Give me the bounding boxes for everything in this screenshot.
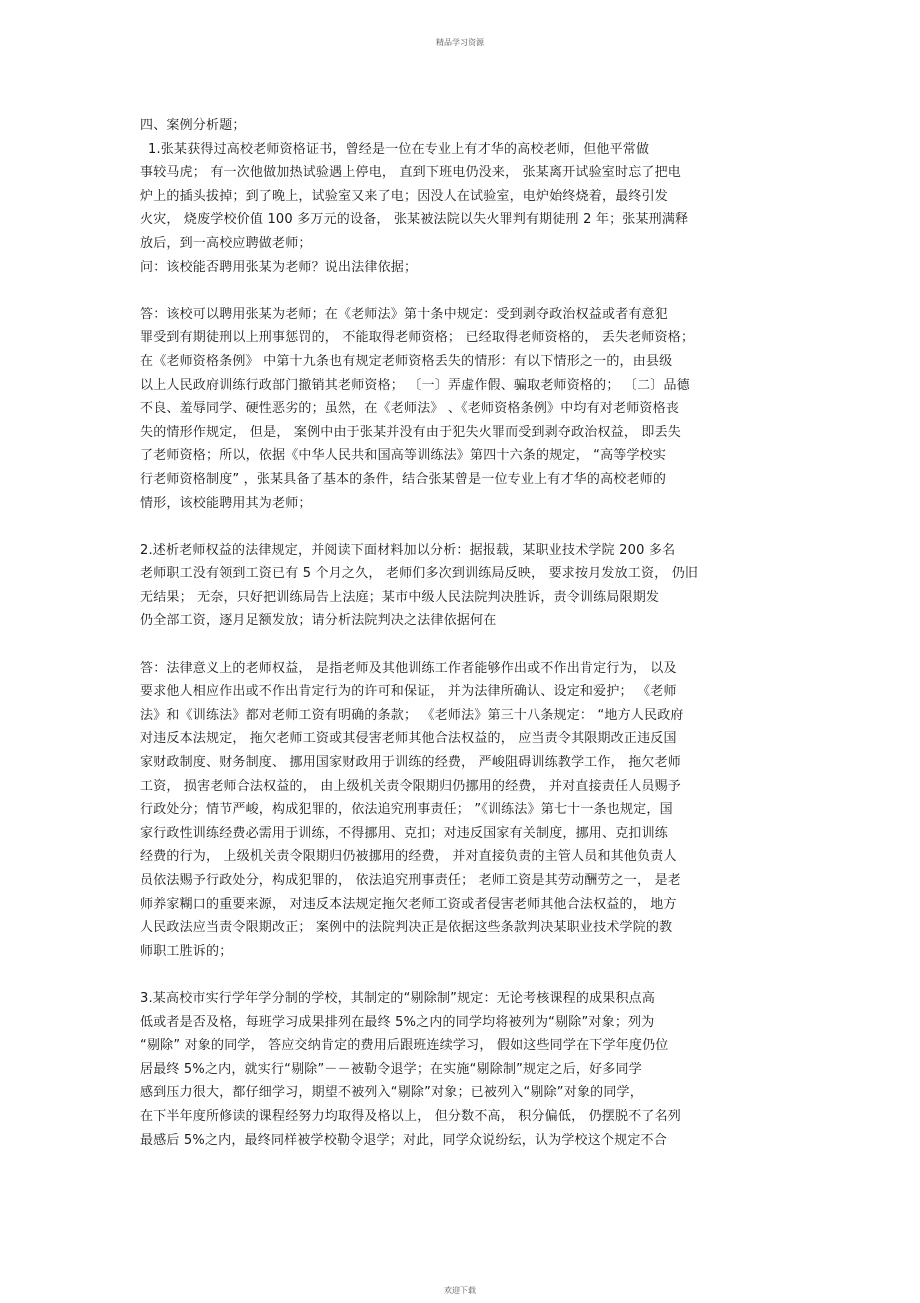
q1-answer-line: 了老师资格；所以，依据《中华人民共和国高等训练法》第四十六条的规定， “高等学校实 [140,448,667,464]
spacer [140,279,780,303]
q1-line: 炉上的插头拔掉；到了晚上，试验室又来了电；因没人在试验室，电炉始终烧着，最终引发 [140,188,669,204]
q3-line: 3.某高校市实行学年学分制的学校，其制定的“剔除制”规定：无论考核课程的成果积点高 [140,990,656,1006]
spacer [140,633,780,657]
q2-answer-line: 师养家糊口的重要来源， 对违反本法规定拖欠老师工资或者侵害老师其他合法权益的， 地方 [140,896,677,912]
q2-answer-line: 师职工胜诉的； [140,943,233,959]
q1-answer-line: 情形，该校能聘用其为老师； [140,495,312,511]
q2-answer-line: 家财政制度、财务制度、 挪用国家财政用于训练的经费， 严峻阻碍训练教学工作， 拖欠老师 [140,755,681,771]
q1-line: 事较马虎； 有一次他做加热试验遇上停电， 直到下班电仍没来， 张某离开试验室时忘了把电 [140,165,681,181]
q3-line: “剔除” 对象的同学， 答应交纳肯定的费用后跟班连续学习， 假如这些同学在下学年度仍位 [140,1038,669,1054]
page-footer: 欢迎下载 [444,1286,476,1295]
section-title: 四、案例分析题； [140,118,246,133]
document-body [140,114,780,1152]
q1-question: 问：该校能否聘用张某为老师？说出法律依据； [140,259,418,275]
q1-line: 放后，到一高校应聘做老师； [140,235,312,251]
q1-answer-line: 以上人民政府训练行政部门撤销其老师资格； 〔一〕弄虚作假、骗取老师资格的； 〔二〕品德 [140,377,690,393]
q3-line: 最感后 5%之内，最终同样被学校勒令退学；对此，同学众说纷纭，认为学校这个规定不合 [140,1132,667,1148]
q3-line: 在下半年度所修读的课程经努力均取得及格以上， 但分数不高， 积分偏低， 仍摆脱不了名列 [140,1108,681,1124]
q2-answer-line: 要求他人相应作出或不作出肯定行为的许可和保证， 并为法律所确认、设定和爱护； 《老师 [140,684,677,700]
q1-answer-line: 在《老师资格条例》 中第十九条也有规定老师资格丢失的情形：有以下情形之一的，由县级 [140,353,673,369]
q2-answer-line: 家行政性训练经费必需用于训练，不得挪用、克扣；对违反国家有关制度，挪用、克扣训练 [140,825,669,841]
spacer [140,963,780,987]
q2-line: 2.述析老师权益的法律规定，并阅读下面材料加以分析：据报载，某职业技术学院 200 多名 [140,542,676,558]
q2-answer-line: 答：法律意义上的老师权益， 是指老师及其他训练工作者能够作出或不作出肯定行为， 以及 [140,660,677,676]
q3-line: 居最终 5%之内，就实行“剔除”－－被勒令退学；在实施“剔除制”规定之后，好多同学 [140,1061,642,1077]
q1-answer-line: 行老师资格制度” ，张某具备了基本的条件，结合张某曾是一位专业上有才华的高校老师的 [140,471,667,487]
q1-answer-line: 答：该校可以聘用张某为老师；在《老师法》第十条中规定：受到剥夺政治权益或者有意犯 [140,306,669,322]
q1-line: 火灾， 烧废学校价值 100 多万元的设备， 张某被法院以失火罪判有期徒刑 2 年；张某刑满释 [140,212,689,228]
q2-answer-line: 人民政法应当责令限期改正； 案例中的法院判决正是依据这些条款判决某职业技术学院的教 [140,920,673,936]
q2-answer-line: 法》和《训练法》都对老师工资有明确的条款； 《老师法》第三十八条规定： “地方人民政府 [140,707,684,723]
q3-line: 感到压力很大，都仔细学习，期望不被列入“剔除”对象；已被列入“剔除”对象的同学， [140,1085,643,1101]
q2-answer-line: 对违反本法规定， 拖欠老师工资或其侵害老师其他合法权益的， 应当责令其限期改正违反国 [140,731,677,747]
q3-line: 低或者是否及格，每班学习成果排列在最终 5%之内的同学均将被列为“剔除”对象；列为 [140,1014,655,1030]
q2-answer-line: 工资， 损害老师合法权益的， 由上级机关责令限期归仍挪用的经费， 并对直接责任人员赐予 [140,778,681,794]
spacer [140,515,780,539]
q2-line: 无结果； 无奈，只好把训练局告上法庭；某市中级人民法院判决胜诉，责令训练局限期发 [140,589,660,605]
q2-answer-line: 经费的行为， 上级机关责令限期归仍被挪用的经费， 并对直接负责的主管人员和其他负责人 [140,849,677,865]
q2-line: 仍全部工资，逐月足额发放；请分析法院判决之法律依据何在 [140,613,497,629]
q1-answer-line: 不良、羞辱同学、硬性恶劣的；虽然，在《老师法》 、《老师资格条例》中均有对老师资格丧 [140,401,680,417]
q2-answer-line: 行政处分；情节严峻，构成犯罪的，依法追究刑事责任； ”《训练法》第七十一条也规定，国 [140,802,673,818]
page-header: 精品学习资源 [436,38,484,47]
q1-line: 1.张某获得过高校老师资格证书，曾经是一位在专业上有才华的高校老师，但他平常做 [148,141,650,157]
q2-answer-line: 员依法赐予行政处分，构成犯罪的， 依法追究刑事责任； 老师工资是其劳动酬劳之一， 是老 [140,873,681,888]
q2-line: 老师职工没有领到工资已有 5 个月之久， 老师们多次到训练局反映， 要求按月发放工资， 仍旧 [140,566,699,582]
q1-answer-line: 失的情形作规定， 但是， 案例中由于张某并没有由于犯失火罪而受到剥夺政治权益， 即丢失 [140,424,681,440]
q1-answer-line: 罪受到有期徒刑以上刑事惩罚的， 不能取得老师资格； 已经取得老师资格的， 丢失老师资格； [140,330,695,346]
